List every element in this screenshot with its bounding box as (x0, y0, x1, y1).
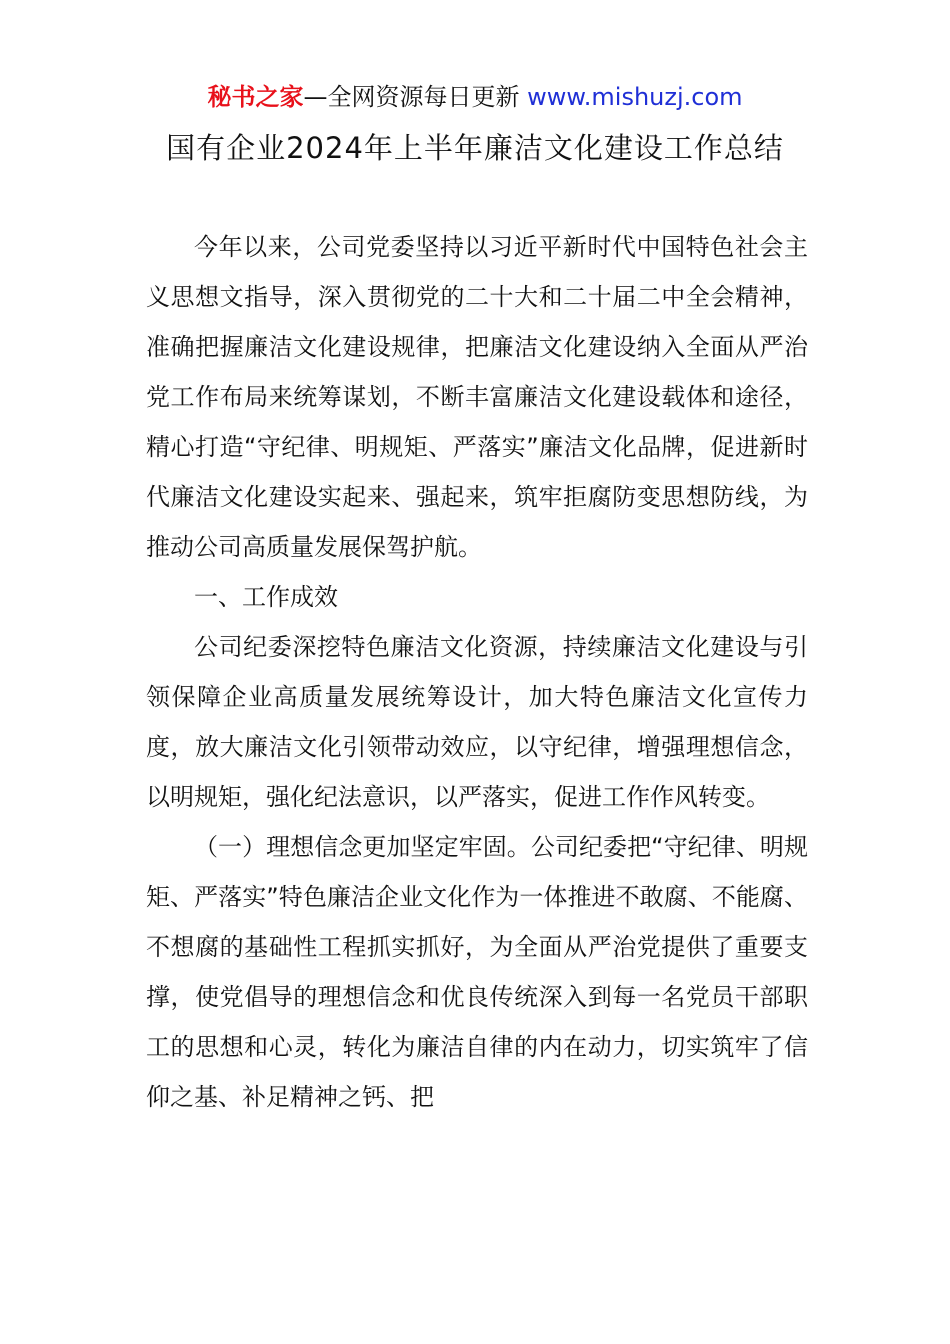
document-title: 国有企业2024年上半年廉洁文化建设工作总结 (166, 131, 784, 165)
section-heading: 一、工作成效 (194, 583, 338, 611)
subsection-paragraph: （一）理想信念更加坚定牢固。公司纪委把“守纪律、明规矩、严落实”特色廉洁企业文化作为一体推进不敢腐、不能腐、不想腐的基础性工程抓实抓好，为全面从严治党提供了重要支撑，使党倡导的理想信念和优良传统深入到每一名党员干部职工的思想和心灵，转化为廉洁自律的内在动力，切实筑牢了信仰之基、补足精神之钙、把 (146, 833, 808, 1111)
brand-name: 秘书之家 (207, 83, 304, 111)
section-paragraph: 公司纪委深挖特色廉洁文化资源，持续廉洁文化建设与引领保障企业高质量发展统筹设计，加大特色廉洁文化宣传力度，放大廉洁文化引领带动效应，以守纪律，增强理想信念，以明规矩，强化纪法意识，以严落实，促进工作作风转变。 (146, 633, 808, 811)
site-url-link[interactable]: www.mishuzj.com (527, 83, 743, 111)
header-tagline: —全网资源每日更新 (303, 83, 528, 111)
document-body (146, 222, 808, 1122)
intro-paragraph: 今年以来，公司党委坚持以习近平新时代中国特色社会主义思想文指导，深入贯彻党的二十大和二十届二中全会精神，准确把握廉洁文化建设规律，把廉洁文化建设纳入全面从严治党工作布局来统筹谋划，不断丰富廉洁文化建设载体和途径，精心打造“守纪律、明规矩、严落实”廉洁文化品牌，促进新时代廉洁文化建设实起来、强起来，筑牢拒腐防变思想防线，为推动公司高质量发展保驾护航。 (146, 233, 808, 561)
site-header (0, 80, 950, 114)
